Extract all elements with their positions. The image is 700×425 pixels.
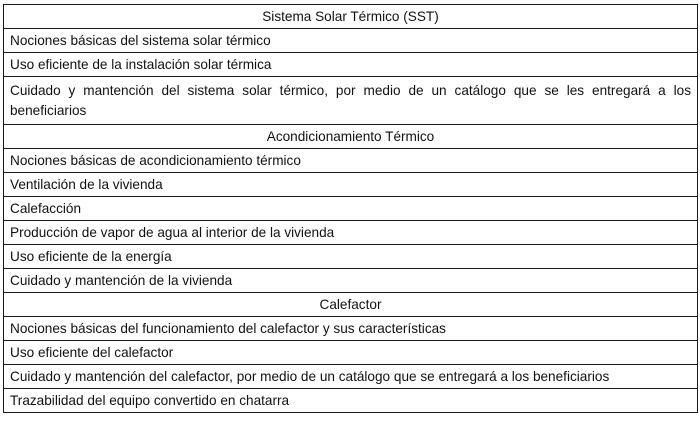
section-title-calefactor: Calefactor [4,293,698,317]
table-cell: Cuidado y mantención del sistema solar térmico, por medio de un catálogo que se les entregará a los beneficiarios [4,77,698,125]
table-row [4,389,698,413]
table-cell: Uso eficiente de la instalación solar térmica [4,53,698,77]
table-cell: Trazabilidad del equipo convertido en chatarra [4,389,698,413]
table-row [4,29,698,53]
table-cell: Ventilación de la vivienda [4,173,698,197]
section-header-row [4,293,698,317]
table-cell: Calefacción [4,197,698,221]
section-title-acondicionamiento: Acondicionamiento Térmico [4,125,698,149]
table-row [4,197,698,221]
table-cell: Uso eficiente de la energía [4,245,698,269]
table-cell: Nociones básicas de acondicionamiento térmico [4,149,698,173]
table-row [4,173,698,197]
section-header-row [4,5,698,29]
table-row [4,269,698,293]
table-row [4,221,698,245]
table-cell: Cuidado y mantención del calefactor, por medio de un catálogo que se entregará a los beneficiarios [4,365,698,389]
table-row [4,245,698,269]
section-header-row [4,125,698,149]
table-cell: Uso eficiente del calefactor [4,341,698,365]
table-cell: Cuidado y mantención de la vivienda [4,269,698,293]
table-row [4,53,698,77]
table-row [4,77,698,125]
table-row [4,365,698,389]
table-row [4,149,698,173]
section-title-sst: Sistema Solar Térmico (SST) [4,5,698,29]
table-row [4,317,698,341]
table-cell: Nociones básicas del sistema solar térmico [4,29,698,53]
topics-table [3,4,698,413]
table-row [4,341,698,365]
table-cell: Nociones básicas del funcionamiento del calefactor y sus características [4,317,698,341]
table-cell: Producción de vapor de agua al interior de la vivienda [4,221,698,245]
